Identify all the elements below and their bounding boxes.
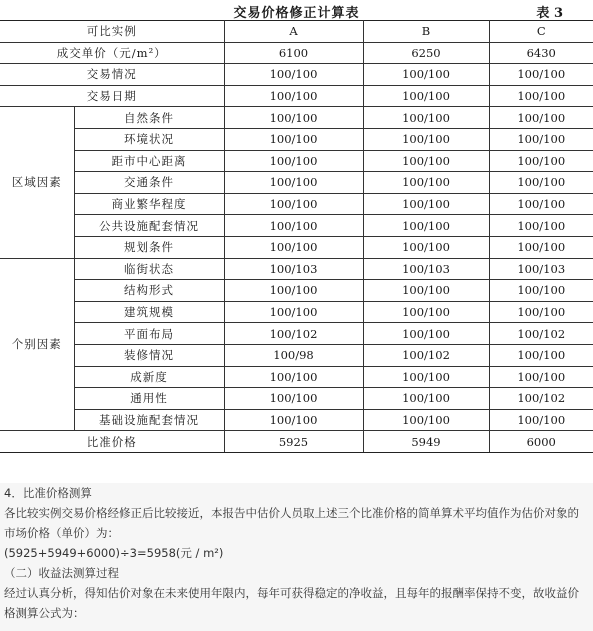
value-cell-a: 100/100 — [224, 128, 363, 150]
value-cell-b: 100/100 — [363, 366, 489, 388]
value-cell-b: 100/100 — [363, 85, 489, 107]
row-label: 平面布局 — [74, 323, 224, 345]
row-label: 规划条件 — [74, 236, 224, 258]
header-label: 可比实例 — [0, 21, 224, 43]
header-row — [0, 21, 593, 43]
value-cell-c: 100/100 — [489, 64, 593, 86]
value-cell-a: 100/100 — [224, 85, 363, 107]
table-row — [0, 85, 593, 107]
table-row — [0, 366, 593, 388]
table-row — [0, 236, 593, 258]
value-cell-c: 100/100 — [489, 215, 593, 237]
value-cell-c: 100/100 — [489, 280, 593, 302]
paragraph-average-price: 各比较实例交易价格经修正后比较接近，本报告中估价人员取上述三个比准价格的简单算术平均值作为估价对象的市场价格（单价）为： — [4, 506, 579, 540]
value-cell-c: 100/100 — [489, 301, 593, 323]
row-label: 建筑规模 — [74, 301, 224, 323]
value-cell-b: 100/100 — [363, 236, 489, 258]
row-label: 距市中心距离 — [74, 150, 224, 172]
table-number: 表 3 — [536, 6, 563, 21]
group-label: 区域因素 — [0, 107, 74, 258]
table-row — [0, 258, 593, 280]
row-label: 通用性 — [74, 388, 224, 410]
price-correction-table — [0, 20, 593, 453]
value-cell-b: 100/100 — [363, 215, 489, 237]
value-cell-c: 100/102 — [489, 388, 593, 410]
row-label: 临街状态 — [74, 258, 224, 280]
value-cell-b: 100/100 — [363, 150, 489, 172]
value-cell-b: 100/100 — [363, 409, 489, 431]
header-col-a: A — [224, 21, 363, 43]
row-label: 公共设施配套情况 — [74, 215, 224, 237]
value-cell-b: 6250 — [363, 42, 489, 64]
value-cell-c: 100/100 — [489, 107, 593, 129]
value-cell-a: 5925 — [224, 431, 363, 453]
value-cell-a: 100/100 — [224, 193, 363, 215]
value-cell-b: 100/100 — [363, 193, 489, 215]
value-cell-a: 100/102 — [224, 323, 363, 345]
section-heading-income: （二）收益法测算过程 — [4, 566, 119, 580]
value-cell-b: 100/103 — [363, 258, 489, 280]
result-row — [0, 431, 593, 453]
table-row — [0, 388, 593, 410]
value-cell-b: 100/100 — [363, 64, 489, 86]
result-label: 比准价格 — [0, 431, 224, 453]
table-title: 交易价格修正计算表 — [233, 6, 360, 21]
row-label: 环境状况 — [74, 128, 224, 150]
value-cell-a: 100/100 — [224, 388, 363, 410]
value-cell-a: 100/100 — [224, 301, 363, 323]
value-cell-a: 100/100 — [224, 172, 363, 194]
value-cell-b: 5949 — [363, 431, 489, 453]
value-cell-c: 100/100 — [489, 366, 593, 388]
value-cell-a: 100/100 — [224, 64, 363, 86]
row-label: 交通条件 — [74, 172, 224, 194]
table-row — [0, 409, 593, 431]
value-cell-c: 100/100 — [489, 85, 593, 107]
table-row — [0, 344, 593, 366]
table-row — [0, 64, 593, 86]
value-cell-b: 100/102 — [363, 344, 489, 366]
row-label: 成新度 — [74, 366, 224, 388]
table-row — [0, 150, 593, 172]
group-label: 个别因素 — [0, 258, 74, 431]
value-cell-a: 100/100 — [224, 107, 363, 129]
value-cell-b: 100/100 — [363, 323, 489, 345]
value-cell-a: 100/100 — [224, 236, 363, 258]
value-cell-b: 100/100 — [363, 301, 489, 323]
value-cell-c: 100/100 — [489, 128, 593, 150]
row-label: 装修情况 — [74, 344, 224, 366]
value-cell-b: 100/100 — [363, 388, 489, 410]
table-row — [0, 301, 593, 323]
value-cell-a: 100/100 — [224, 150, 363, 172]
formula-line: (5925+5949+6000)÷3=5958(元 / m²) — [4, 546, 224, 560]
value-cell-c: 100/103 — [489, 258, 593, 280]
table-row — [0, 107, 593, 129]
table-row — [0, 193, 593, 215]
value-cell-a: 100/103 — [224, 258, 363, 280]
table-row — [0, 323, 593, 345]
row-label: 结构形式 — [74, 280, 224, 302]
value-cell-c: 6430 — [489, 42, 593, 64]
value-cell-c: 100/100 — [489, 409, 593, 431]
value-cell-a: 100/100 — [224, 366, 363, 388]
row-label: 基础设施配套情况 — [74, 409, 224, 431]
value-cell-a: 100/100 — [224, 280, 363, 302]
price-row — [0, 42, 593, 64]
table-row — [0, 215, 593, 237]
header-col-b: B — [363, 21, 489, 43]
paragraph-income-method: 经过认真分析，得知估价对象在未来使用年限内，每年可获得稳定的净收益，且每年的报酬率保持不变，故收益价格测算公式为： — [4, 586, 579, 620]
value-cell-a: 6100 — [224, 42, 363, 64]
value-cell-b: 100/100 — [363, 172, 489, 194]
row-label: 交易日期 — [0, 85, 224, 107]
value-cell-c: 6000 — [489, 431, 593, 453]
table-title-row — [0, 0, 593, 20]
value-cell-b: 100/100 — [363, 107, 489, 129]
row-label: 商业繁华程度 — [74, 193, 224, 215]
value-cell-c: 100/100 — [489, 344, 593, 366]
table-row — [0, 128, 593, 150]
section-heading-4: 4．比准价格测算 — [4, 486, 92, 500]
value-cell-a: 100/98 — [224, 344, 363, 366]
value-cell-c: 100/100 — [489, 193, 593, 215]
value-cell-c: 100/102 — [489, 323, 593, 345]
value-cell-b: 100/100 — [363, 280, 489, 302]
value-cell-b: 100/100 — [363, 128, 489, 150]
row-label: 交易情况 — [0, 64, 224, 86]
table-row — [0, 280, 593, 302]
body-text — [0, 483, 593, 631]
value-cell-c: 100/100 — [489, 236, 593, 258]
value-cell-a: 100/100 — [224, 215, 363, 237]
header-col-c: C — [489, 21, 593, 43]
row-label: 自然条件 — [74, 107, 224, 129]
table-row — [0, 172, 593, 194]
price-label: 成交单价（元/m²） — [0, 42, 224, 64]
value-cell-c: 100/100 — [489, 172, 593, 194]
value-cell-a: 100/100 — [224, 409, 363, 431]
value-cell-c: 100/100 — [489, 150, 593, 172]
